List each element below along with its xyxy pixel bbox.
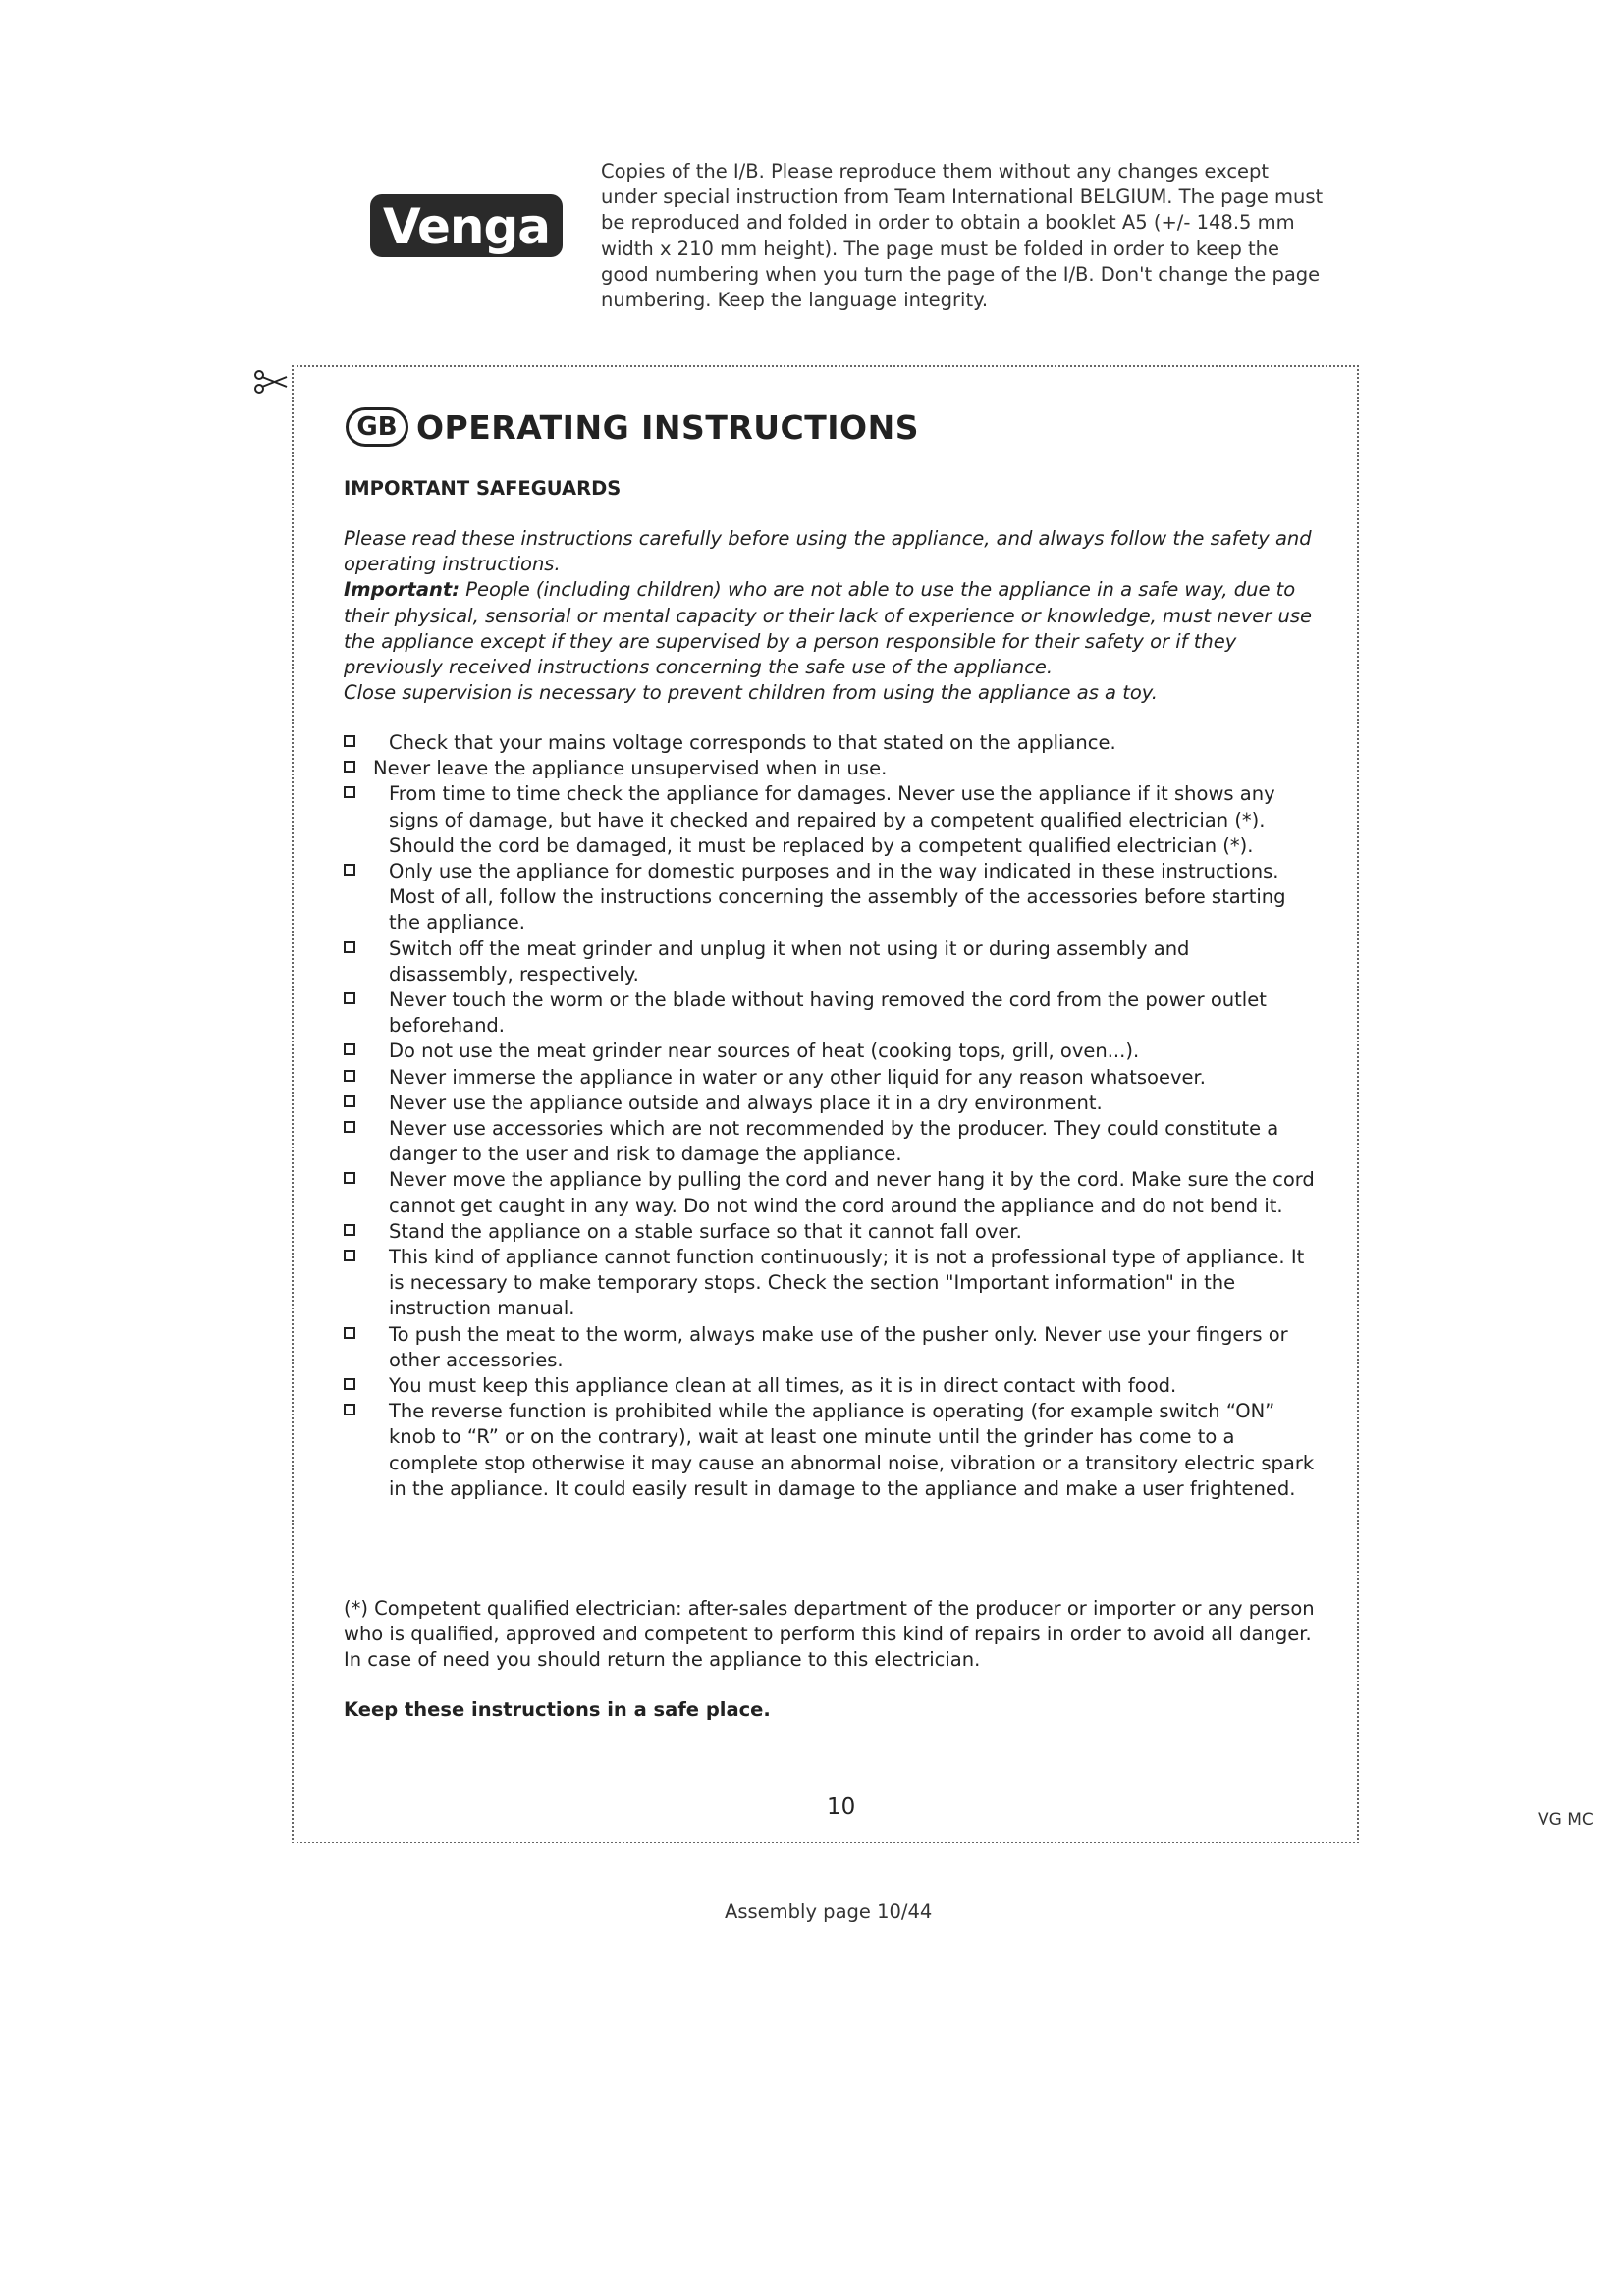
supervision-paragraph: Close supervision is necessary to prevent children from using the appliance as a toy.: [344, 681, 1158, 705]
list-item: Never move the appliance by pulling the cord and never hang it by the cord. Make sure the cord cannot get caught in any way. Do not wind the cord around the appliance and do not bend it.: [344, 1167, 1316, 1218]
checkbox-bullet-icon: [344, 1172, 355, 1184]
list-item: From time to time check the appliance for damages. Never use the appliance if it shows any signs of damage, but have it checked and repaired by a competent qualified electrician (*). Should the cord be damaged, it must be replaced by a competent qualified electrician (*).: [344, 781, 1316, 859]
important-paragraph: [344, 577, 1326, 680]
checkbox-bullet-icon: [344, 1224, 355, 1236]
model-code: VG MC: [1538, 1810, 1594, 1830]
list-item: Never touch the worm or the blade without having removed the cord from the power outlet beforehand.: [344, 988, 1316, 1039]
list-item: Only use the appliance for domestic purposes and in the way indicated in these instructions. Most of all, follow the instructions concerning the assembly of the accessories before starting the appliance.: [344, 859, 1316, 936]
keep-instructions-note: Keep these instructions in a safe place.: [344, 1698, 771, 1721]
list-item: Switch off the meat grinder and unplug it when not using it or during assembly and disassembly, respectively.: [344, 936, 1316, 988]
section-heading: IMPORTANT SAFEGUARDS: [344, 477, 622, 500]
important-text: People (including children) who are not able to use the appliance in a safe way, due to their physical, sensorial or mental capacity or their lack of experience or knowledge, must never use the appliance except if they are supervised by a person responsible for their safety or if they previously received instructions concerning the safe use of the appliance.: [344, 578, 1313, 679]
list-item: Stand the appliance on a stable surface so that it cannot fall over.: [344, 1219, 1316, 1245]
checkbox-bullet-icon: [344, 1121, 355, 1133]
intro-paragraph: Please read these instructions carefully before using the appliance, and always follow the safety and operating instructions.: [344, 527, 1312, 576]
checkbox-bullet-icon: [344, 1378, 355, 1390]
electrician-footnote: (*) Competent qualified electrician: after-sales department of the producer or importer or any person who is qualified, approved and competent to perform this kind of repairs in order to avoid all danger. In case of need you should return the appliance to this electrician.: [344, 1597, 1315, 1672]
list-item: Never use the appliance outside and always place it in a dry environment.: [344, 1091, 1316, 1116]
list-item: Never leave the appliance unsupervised when in use.: [344, 756, 1316, 781]
list-item: This kind of appliance cannot function continuously; it is not a professional type of appliance. It is necessary to make temporary stops. Check the section "Important information" in the instruction manual.: [344, 1245, 1316, 1322]
checkbox-bullet-icon: [344, 1043, 355, 1055]
title-text: OPERATING INSTRUCTIONS: [416, 407, 919, 447]
important-label: Important:: [344, 578, 460, 602]
checkbox-bullet-icon: [344, 1404, 355, 1415]
list-item: You must keep this appliance clean at all times, as it is in direct contact with food.: [344, 1373, 1316, 1399]
list-item: Do not use the meat grinder near sources of heat (cooking tops, grill, oven...).: [344, 1039, 1316, 1064]
scissors-icon: [253, 368, 289, 396]
page-title: [346, 402, 919, 452]
checkbox-bullet-icon: [344, 1250, 355, 1261]
checkbox-bullet-icon: [344, 941, 355, 953]
venga-logo: [368, 187, 565, 265]
list-item: The reverse function is prohibited while the appliance is operating (for example switch “ON” knob to “R” or on the contrary), wait at least one minute until the grinder has come to a complete stop otherwise it may cause an abnormal noise, vibration or a transitory electric spark in the appliance. It could easily result in damage to the appliance and make a user frightened.: [344, 1399, 1316, 1502]
checkbox-bullet-icon: [344, 786, 355, 798]
list-item: Never immerse the appliance in water or any other liquid for any reason whatsoever.: [344, 1065, 1316, 1091]
checkbox-bullet-icon: [344, 735, 355, 747]
checkbox-bullet-icon: [344, 1327, 355, 1339]
checkbox-bullet-icon: [344, 864, 355, 876]
intro-text: [344, 526, 1326, 706]
checkbox-bullet-icon: [344, 761, 355, 773]
page-number: 10: [827, 1794, 856, 1820]
safeguard-list: [344, 730, 1316, 1502]
checkbox-bullet-icon: [344, 992, 355, 1004]
assembly-page-label: Assembly page 10/44: [725, 1900, 933, 1923]
list-item: To push the meat to the worm, always make use of the pusher only. Never use your fingers or other accessories.: [344, 1322, 1316, 1373]
reproduction-notice: Copies of the I/B. Please reproduce them without any changes except under special instruction from Team International BELGIUM. The page must be reproduced and folded in order to obtain a booklet A5 (+/- 148.5 mm width x 210 mm height). The page must be folded in order to keep the good numbering when you turn the page of the I/B. Don't change the page numbering. Keep the language integrity.: [601, 160, 1324, 312]
list-item: Check that your mains voltage corresponds to that stated on the appliance.: [344, 730, 1316, 756]
checkbox-bullet-icon: [344, 1070, 355, 1082]
gb-language-badge: GB: [346, 407, 408, 447]
logo-text: Venga: [383, 198, 550, 255]
checkbox-bullet-icon: [344, 1095, 355, 1107]
list-item: Never use accessories which are not recommended by the producer. They could constitute a danger to the user and risk to damage the appliance.: [344, 1116, 1316, 1167]
